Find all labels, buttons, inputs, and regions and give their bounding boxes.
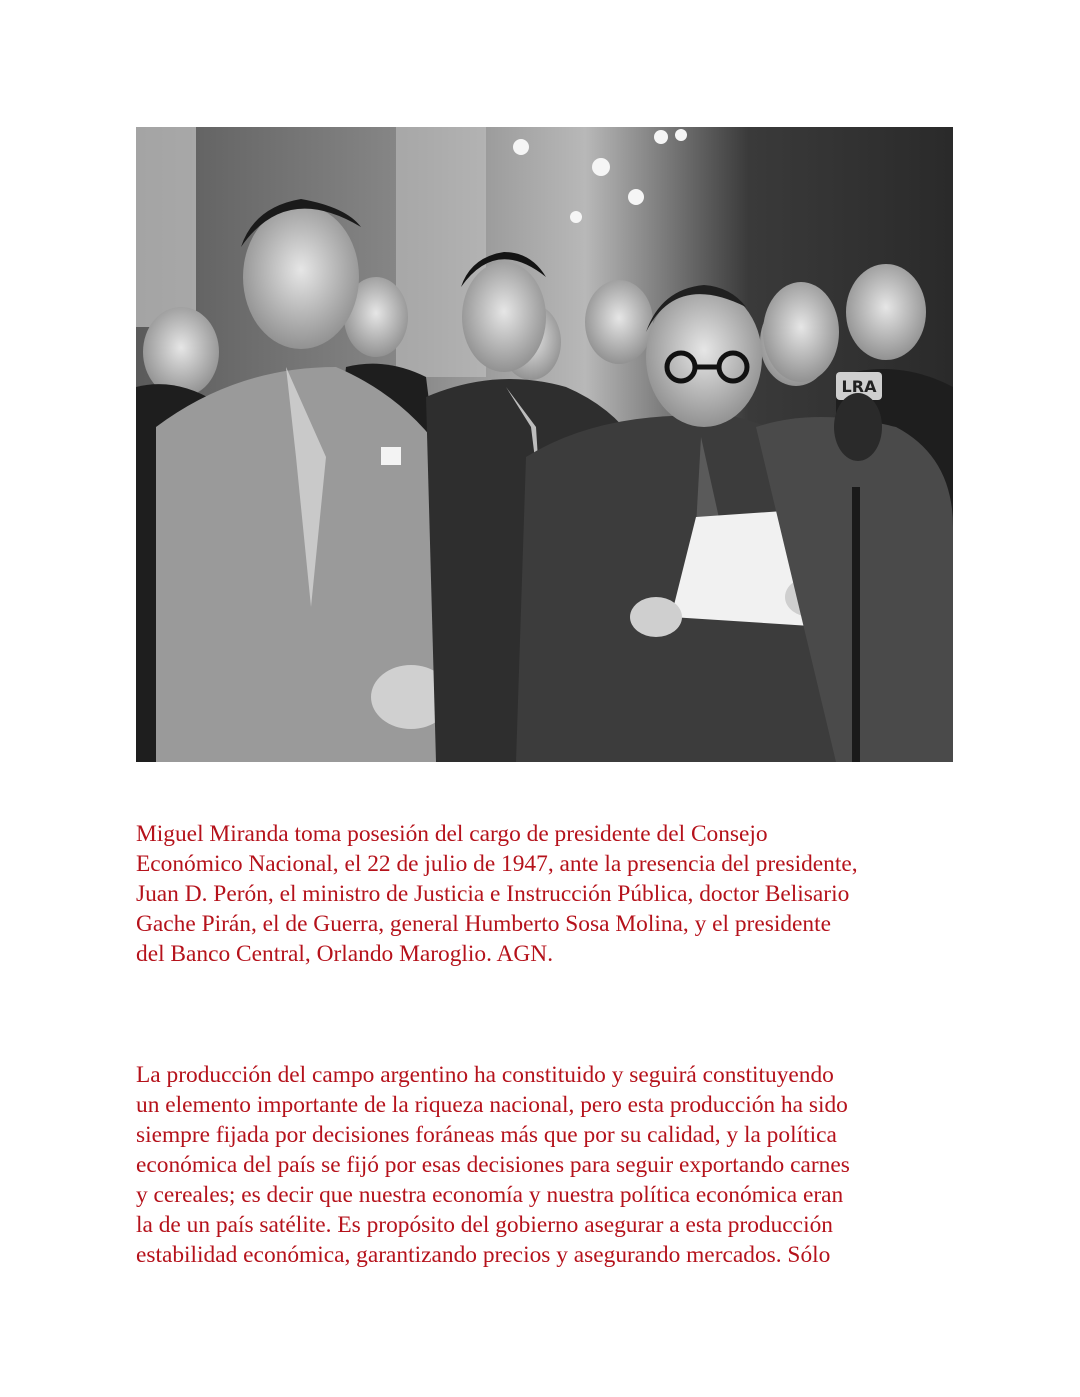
- caption-line: Gache Pirán, el de Guerra, general Humberto Sosa Molina, y el presidente: [136, 911, 831, 937]
- photo-illustration: [136, 127, 953, 762]
- caption-line: del Banco Central, Orlando Maroglio. AGN.: [136, 941, 554, 967]
- historical-photo: [136, 127, 953, 762]
- body-line: estabilidad económica, garantizando precios y asegurando mercados. Sólo: [136, 1242, 831, 1268]
- body-line: un elemento importante de la riqueza nacional, pero esta producción ha sido: [136, 1092, 848, 1118]
- body-line: La producción del campo argentino ha constituido y seguirá constituyendo: [136, 1062, 834, 1088]
- caption-line: Juan D. Perón, el ministro de Justicia e Instrucción Pública, doctor Belisario: [136, 881, 850, 907]
- body-line: siempre fijada por decisiones foráneas más que por su calidad, y la política: [136, 1122, 837, 1148]
- photo-caption: [136, 819, 956, 969]
- caption-line: Económico Nacional, el 22 de julio de 1947, ante la presencia del presidente,: [136, 851, 858, 877]
- body-line: y cereales; es decir que nuestra economía y nuestra política económica eran: [136, 1182, 844, 1208]
- body-paragraph: [136, 1060, 956, 1270]
- body-line: la de un país satélite. Es propósito del gobierno asegurar a esta producción: [136, 1212, 833, 1238]
- caption-line: Miguel Miranda toma posesión del cargo de presidente del Consejo: [136, 821, 768, 847]
- microphone-label: LRA: [841, 377, 877, 396]
- body-line: económica del país se fijó por esas decisiones para seguir exportando carnes: [136, 1152, 850, 1178]
